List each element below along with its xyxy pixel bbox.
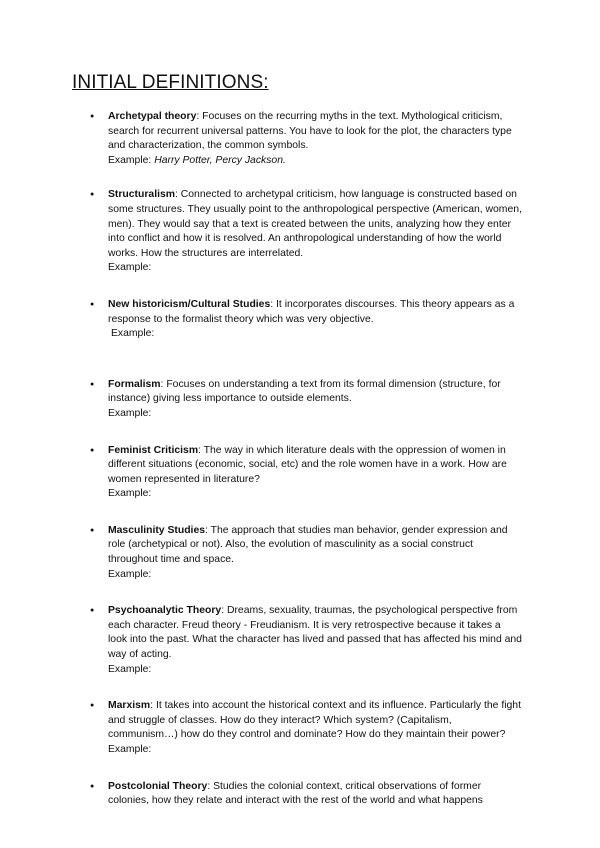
term-label: Archetypal theory (108, 111, 197, 122)
example-line (108, 487, 522, 502)
definition-text: Dreams, sexuality, traumas, the psychological perspective from each character. Freud theory - Freudianism. It is very retrospective because it takes a look into the past. What the character has lived and passed that has affected his mind and way of acting. (108, 605, 522, 661)
example-label: Example: (111, 328, 155, 340)
example-line (108, 407, 522, 422)
list-item-structuralism (90, 188, 522, 276)
definition-text: Studies the colonial context, critical observations of former colonies, how they relate and interact with the rest of the world and what happens (108, 780, 483, 807)
example-label: Example: (108, 488, 152, 500)
example-line (108, 327, 522, 342)
list-item-formalism (90, 378, 522, 422)
term-label: Masculinity Studies (108, 524, 206, 536)
definition-text: The approach that studies man behavior, gender expression and role (archetypical or not). Also, the evolution of masculinity as a social construct throughout time and space. (108, 524, 508, 566)
example-line (108, 261, 522, 276)
list-item-postcolonial-theory (90, 780, 522, 809)
term-label: Formalism (108, 378, 161, 390)
example-label: Example: (108, 262, 152, 274)
term-label: Feminist Criticism (108, 444, 199, 456)
definitions-list (90, 110, 522, 809)
list-item-new-historicism (90, 298, 522, 342)
definition-text: Focuses on understanding a text from its formal dimension (structure, for instance) giving less importance to outside elements. (108, 378, 501, 405)
term-label: Marxism (108, 700, 151, 712)
definition-text: It incorporates discourses. This theory appears as a response to the formalist theory which was very objective. (108, 298, 515, 325)
list-item-masculinity-studies (90, 524, 522, 582)
example-label: Example: (108, 407, 152, 419)
page-title: INITIAL DEFINITIONS: (72, 72, 269, 93)
list-item-marxism (90, 699, 522, 757)
definition-text: Connected to archetypal criticism, how language is constructed based on some structures. They usually point to the anthropological perspective (American, women, men). They would say that a text is created between the units, analyzing how they enter into conflict and how it is resolved. An anthropological understanding of how the world works. How the structures are interrelated. (108, 189, 522, 259)
definition-text: It takes into account the historical context and its influence. Particularly the fight and struggle of classes. How do they interact? Which system? (Capitalism, communism…) how do they control and dominate? How do they maintain their power? (108, 700, 521, 741)
term-label: New historicism/Cultural Studies (108, 298, 271, 310)
term-colon: : (207, 780, 211, 792)
term-colon: : (174, 189, 178, 201)
term-colon: : (150, 700, 154, 712)
example-label: Example: (108, 744, 152, 755)
example-line (108, 154, 522, 169)
term-label: Postcolonial Theory (108, 780, 208, 792)
list-item-psychoanalytic-theory (90, 604, 522, 677)
term-colon: : (221, 605, 225, 617)
term-colon: : (270, 298, 274, 310)
example-label: Example: (108, 154, 155, 166)
term-colon: : (205, 524, 208, 536)
term-colon: : (196, 111, 200, 122)
example-line (108, 743, 522, 758)
term-label: Structuralism (108, 189, 175, 201)
example-label: Example: (108, 663, 152, 675)
definition-text: The way in which literature deals with the oppression of women in different situations (economic, social, etc) and the role women have in a work. How are women represented in literature? (108, 444, 507, 485)
example-label: Example: (108, 568, 152, 580)
example-line (108, 568, 522, 583)
example-line (108, 663, 522, 678)
example-value: Harry Potter, Percy Jackson. (154, 154, 286, 166)
list-item-feminist-criticism (90, 444, 522, 502)
term-colon: : (198, 444, 201, 456)
list-item-archetypal-theory (90, 110, 522, 168)
term-label: Psychoanalytic Theory (108, 605, 222, 617)
definition-text: Focuses on the recurring myths in the text. Mythological criticism, search for recurrent universal patterns. You have to look for the plot, the characters type and characterization, the common symbols. (108, 111, 512, 152)
term-colon: : (160, 378, 164, 390)
